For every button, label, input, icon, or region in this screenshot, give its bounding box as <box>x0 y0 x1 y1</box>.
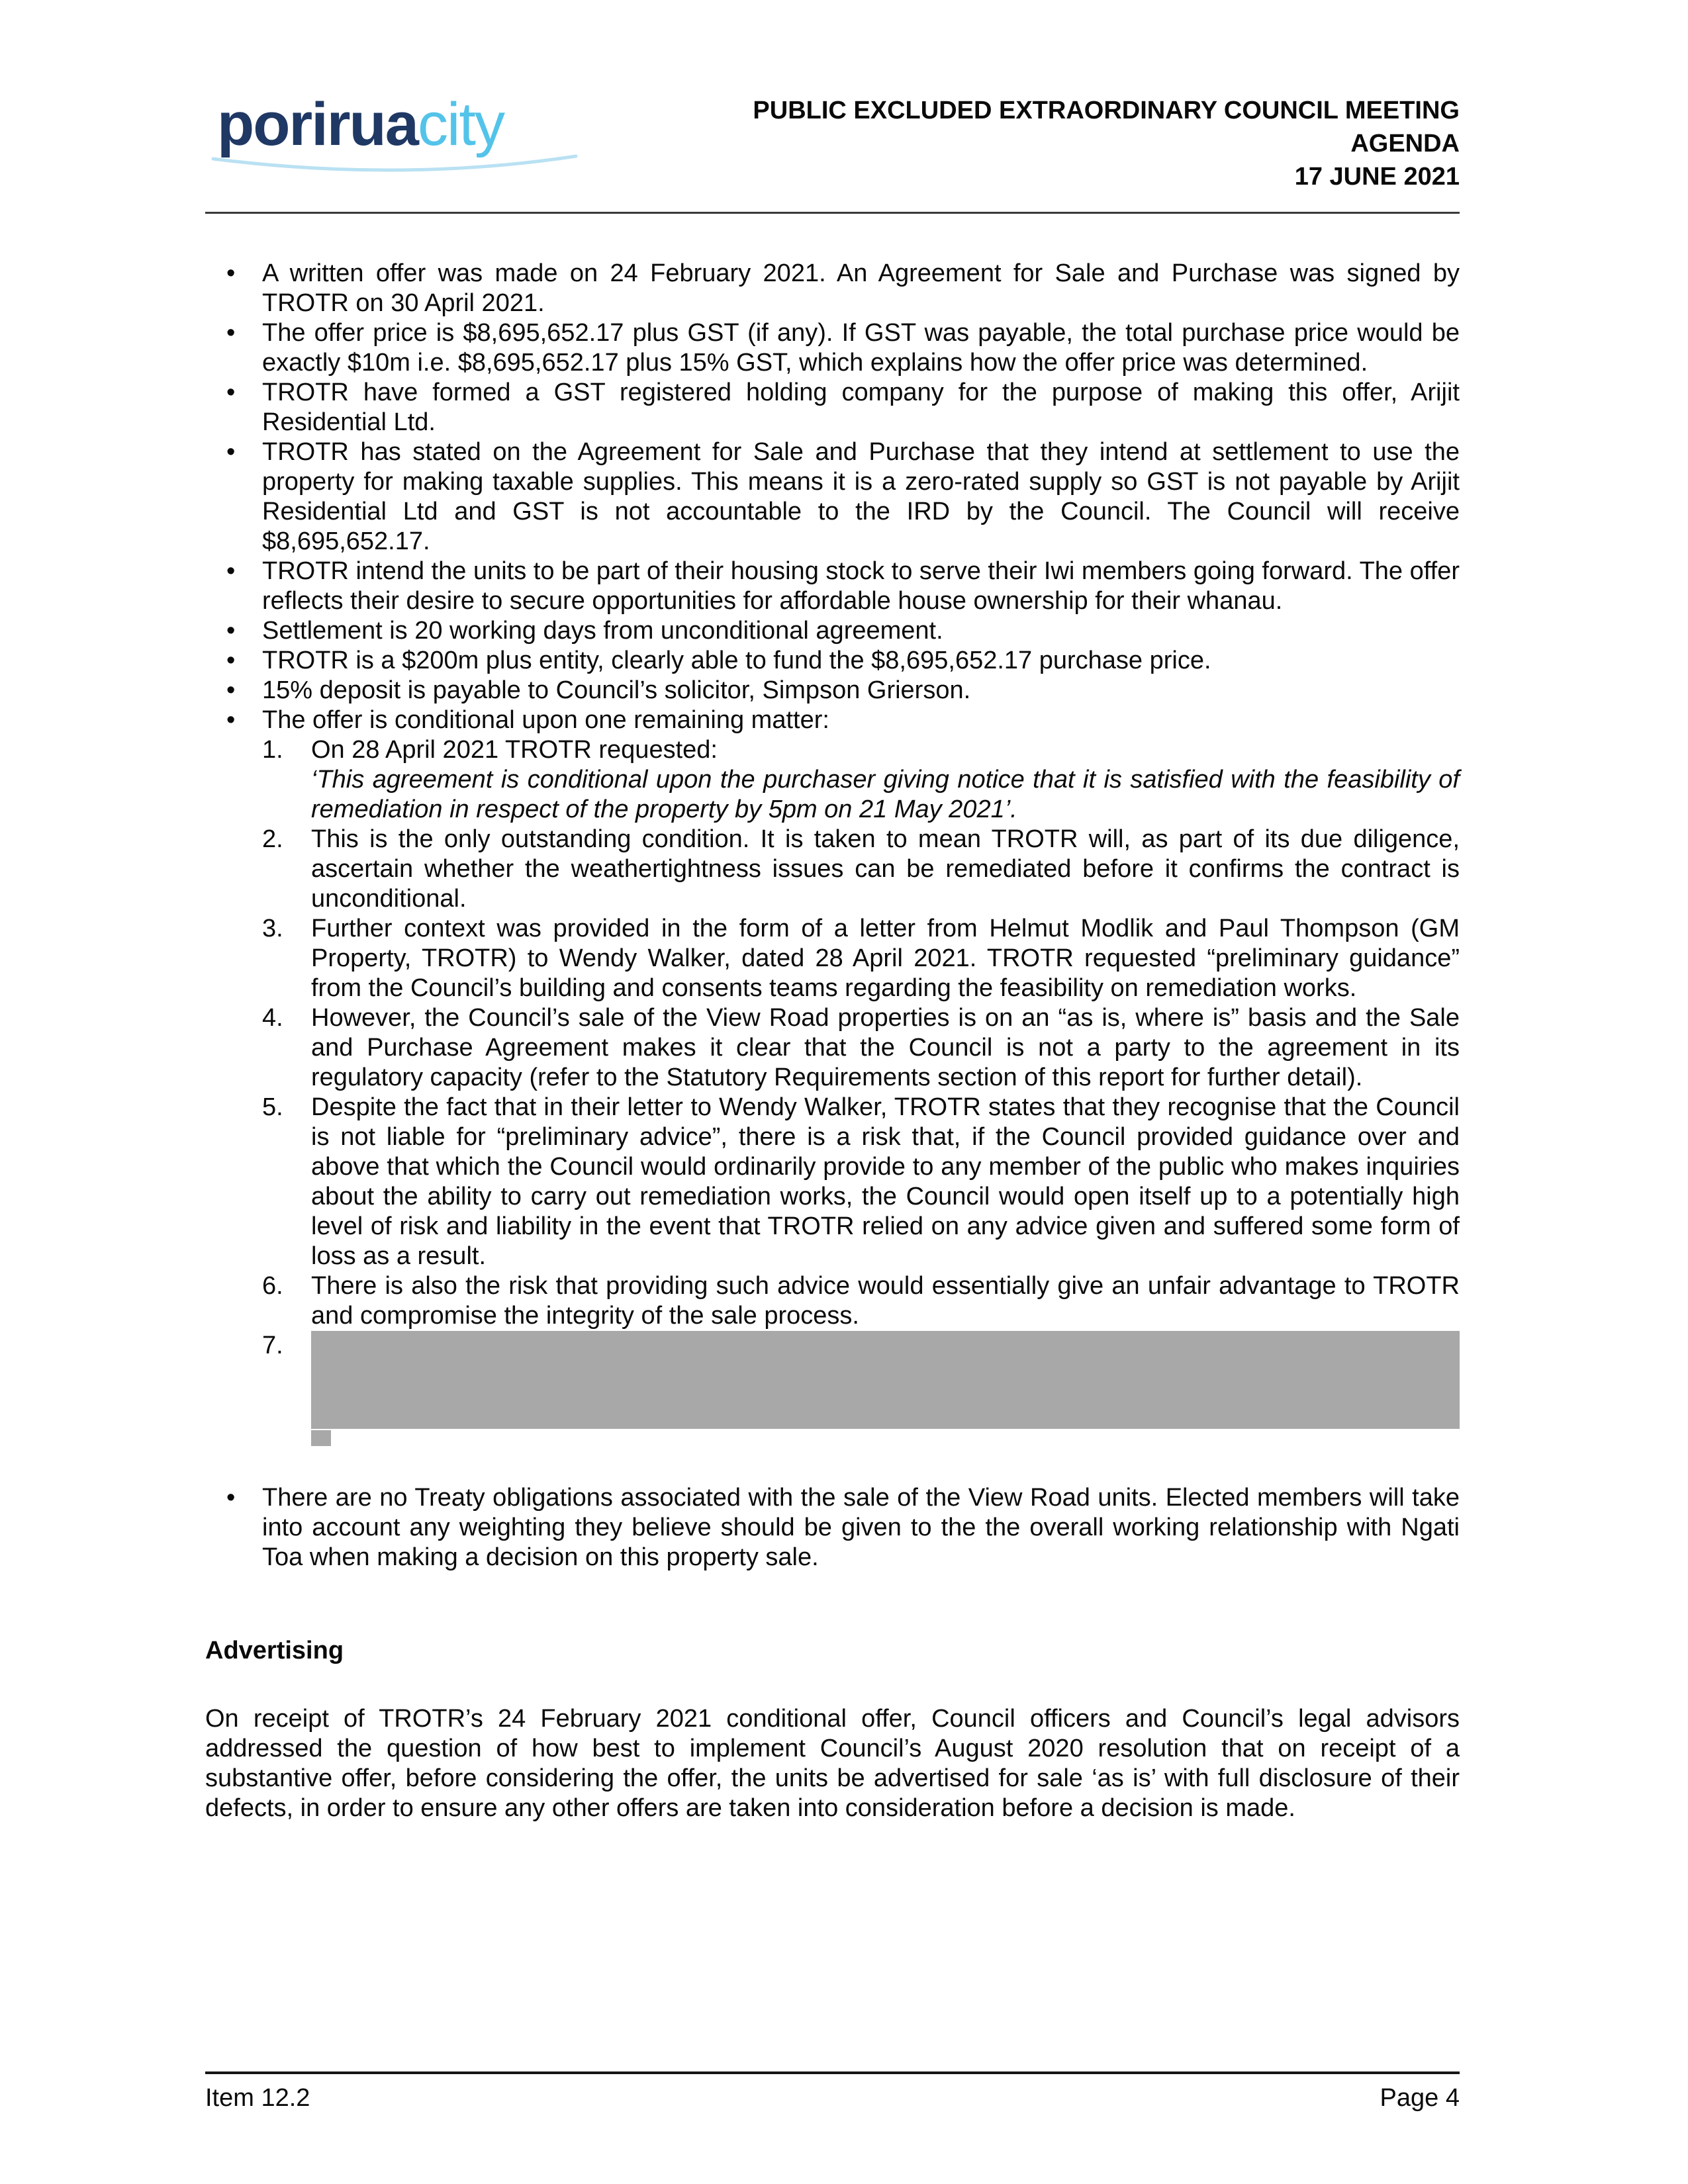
numbered-item-text: This is the only outstanding condition. It is taken to mean TROTR will, as part of its due diligence, ascertain whether the weathertightness issues can be remediated before it confirms the contract is unconditional. <box>311 825 1460 913</box>
redacted-block <box>311 1331 1460 1429</box>
logo-text-city: city <box>417 91 504 158</box>
list-number: 5. <box>262 1093 283 1121</box>
numbered-item-3 <box>205 914 1460 1003</box>
bullet-item-treaty: • There are no Treaty obligations associated with the sale of the View Road units. Elected members will take into account any weighting they believe should be given to the the overall working relationship with Ngati Toa when making a decision on this property sale. <box>205 1483 1460 1572</box>
document-body <box>205 214 1460 1823</box>
page-header <box>205 86 1460 214</box>
list-number: 1. <box>262 736 283 764</box>
meeting-subtitle: AGENDA <box>1350 130 1460 158</box>
list-number: 6. <box>262 1272 283 1300</box>
numbered-item-2 <box>205 825 1460 914</box>
condition-quote: ‘This agreement is conditional upon the purchaser giving notice that it is satisfied with the feasibility of remediation in respect of the property by 5pm on 21 May 2021’. <box>311 766 1460 823</box>
bullet-item: • TROTR intend the units to be part of their housing stock to serve their Iwi members going forward. The offer reflects their desire to secure opportunities for affordable house ownership for their whanau. <box>205 557 1460 616</box>
numbered-item-text: Despite the fact that in their letter to Wendy Walker, TROTR states that they recognise that the Council is not liable for “preliminary advice”, there is a risk that, if the Council provided guidance over and above that which the Council would ordinarily provide to any member of the public who makes inquiries about the ability to carry out remediation works, the Council would open itself up to a potentially high level of risk and liability in the event that TROTR relied on any advice given and suffered some form of loss as a result. <box>311 1093 1460 1270</box>
bullet-item: • TROTR is a $200m plus entity, clearly able to fund the $8,695,652.17 purchase price. <box>205 646 1460 676</box>
numbered-item-text: However, the Council’s sale of the View Road properties is on an “as is, where is” basis and the Sale and Purchase Agreement makes it clear that the Council is not a party to the agreement in its regulatory capacity (refer to the Statutory Requirements section of this report for further detail). <box>311 1004 1460 1091</box>
numbered-item-text: On 28 April 2021 TROTR requested: <box>311 736 718 764</box>
meeting-header <box>753 86 1460 193</box>
numbered-item-4 <box>205 1003 1460 1093</box>
list-number: 7. <box>262 1332 283 1359</box>
advertising-paragraph: On receipt of TROTR’s 24 February 2021 conditional offer, Council officers and Council’s legal advisors addressed the question of how best to implement Council’s August 2020 resolution that on receipt of a substantive offer, before considering the offer, the units be advertised for sale ‘as is’ with full disclosure of their defects, in order to ensure any other offers are taken into consideration before a decision is made. <box>205 1705 1460 1822</box>
bullet-item: • TROTR has stated on the Agreement for Sale and Purchase that they intend at settlement to use the property for making taxable supplies. This means it is a zero-rated supply so GST is not payable by Arijit Residential Ltd and GST is not accountable to the IRD by the Council. The Council will receive $8,695,652.17. <box>205 437 1460 557</box>
bullet-item: • 15% deposit is payable to Council’s solicitor, Simpson Grierson. <box>205 676 1460 705</box>
porirua-city-logo <box>205 86 504 158</box>
numbered-item-6 <box>205 1271 1460 1331</box>
list-number: 4. <box>262 1004 283 1032</box>
footer-page-number: Page 4 <box>1380 2084 1460 2112</box>
bullet-item: • Settlement is 20 working days from unconditional agreement. <box>205 616 1460 646</box>
logo-text-porirua: porirua <box>217 91 418 158</box>
logo-swoosh-icon <box>209 154 580 180</box>
meeting-title: PUBLIC EXCLUDED EXTRAORDINARY COUNCIL MEETING <box>753 97 1460 124</box>
bullet-item: • A written offer was made on 24 February 2021. An Agreement for Sale and Purchase was signed by TROTR on 30 April 2021. <box>205 259 1460 318</box>
numbered-item-7 <box>205 1331 1460 1446</box>
bullet-item: • TROTR have formed a GST registered holding company for the purpose of making this offer, Arijit Residential Ltd. <box>205 378 1460 437</box>
numbered-item-1 <box>205 735 1460 825</box>
numbered-item-text: Further context was provided in the form of a letter from Helmut Modlik and Paul Thompson (GM Property, TROTR) to Wendy Walker, dated 28 April 2021. TROTR requested “preliminary guidance” from the Council’s building and consents teams regarding the feasibility on remediation works. <box>311 915 1460 1002</box>
numbered-item-5 <box>205 1093 1460 1271</box>
redacted-fragment <box>311 1430 331 1446</box>
list-number: 3. <box>262 915 283 942</box>
section-heading-advertising: Advertising <box>205 1637 344 1664</box>
bullet-item: • The offer price is $8,695,652.17 plus GST (if any). If GST was payable, the total purchase price would be exactly $10m i.e. $8,695,652.17 plus 15% GST, which explains how the offer price was determined. <box>205 318 1460 378</box>
meeting-date: 17 JUNE 2021 <box>1294 163 1460 191</box>
footer-item-number: Item 12.2 <box>205 2084 310 2112</box>
numbered-item-text: There is also the risk that providing such advice would essentially give an unfair advantage to TROTR and compromise the integrity of the sale process. <box>311 1272 1460 1330</box>
page-footer <box>205 2071 1460 2113</box>
list-number: 2. <box>262 825 283 853</box>
bullet-item: • The offer is conditional upon one remaining matter: <box>205 705 1460 735</box>
